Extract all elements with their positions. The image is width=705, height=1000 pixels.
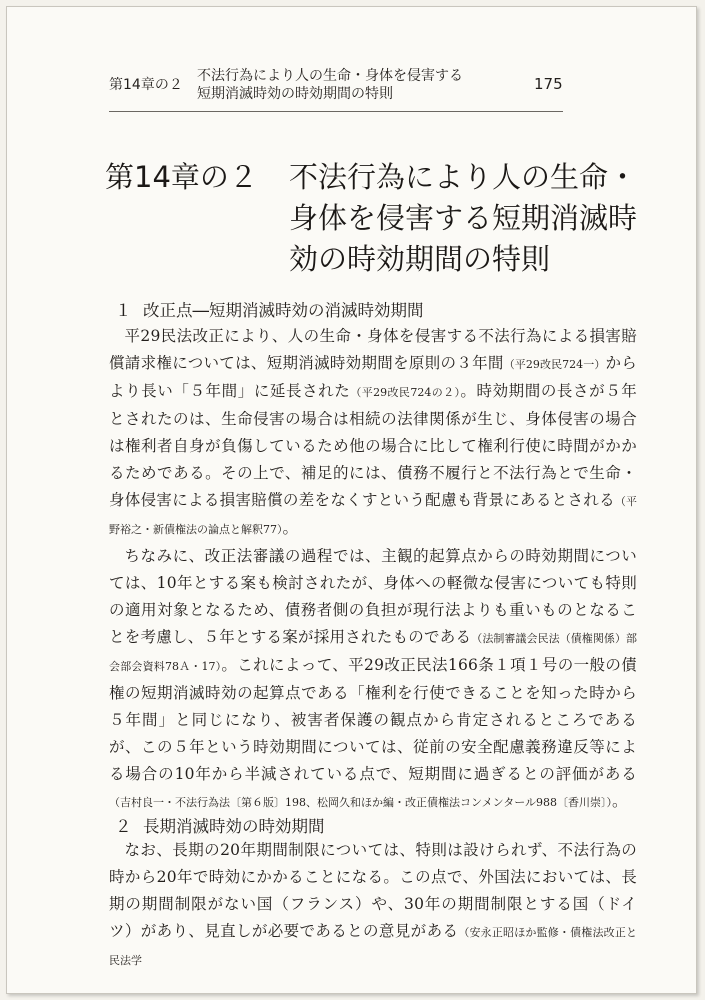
body-text: なお、長期の20年期間制限については、特則は設けられず、不法行為の時から20年で時効にかかることになる。この点で、外国法においては、長期の期間制限がない国（フランス）や、30年の期間制限とする国（ドイツ）があり、見直しが必要であるとの意見がある — [109, 841, 637, 940]
header-title — [197, 67, 463, 103]
section-1-title: 改正点―短期消滅時効の消滅時効期間 — [143, 301, 424, 320]
chapter-title-line-3: 効の時効期間の特則 — [289, 242, 551, 276]
body-text: からより長い「５年間」に延長された — [109, 354, 637, 400]
section-2-number: ２ — [115, 817, 132, 836]
citation: （平29改民724一） — [503, 358, 606, 371]
section-2-title: 長期消滅時効の時効期間 — [143, 817, 325, 836]
body-text: 平29民法改正により、人の生命・身体を侵害する不法行為による損害賠償請求権については、短期消滅時効期間を原則の３年間 — [109, 327, 637, 372]
header-rule — [109, 111, 563, 112]
chapter-title-text — [289, 157, 669, 280]
section-1-heading — [115, 297, 424, 321]
citation: （平29改民724の２） — [350, 386, 461, 399]
body-text: 。 — [612, 792, 628, 810]
header-chapter: 第14章の２ — [109, 77, 183, 93]
section-1-body — [109, 323, 637, 816]
citation: （法制審議会民法（債権関係）部会部会資料78Ａ・17） — [109, 632, 637, 673]
citation: （吉村良一・不法行為法〔第６版〕198、松岡久和ほか編・改正債権法コンメンタール988〔香川崇〕） — [109, 796, 612, 809]
section-1-number: １ — [115, 301, 132, 320]
paragraph — [109, 323, 637, 543]
body-text: 。時効期間の長さが５年とされたのは、生命侵害の場合は相続の法律関係が生じ、身体侵害の場合は権利者自身が負傷しているため他の場合に比して権利行使に時間がかかるためである。その上で、補足的には、債務不履行と不法行為とで生命・身体侵害による損害賠償の差をなくすという配慮も背景にあるとされる — [109, 382, 637, 509]
paragraph — [109, 837, 637, 974]
body-text: 。 — [282, 519, 299, 537]
chapter-title-line-1: 不法行為により人の生命・ — [289, 160, 638, 194]
section-2-body — [109, 837, 637, 974]
citation: （平野裕之・新債権法の論点と解釈77） — [109, 495, 637, 536]
section-2-heading — [115, 813, 325, 837]
body-text: 。これによって、平29改正民法166条１項１号の一般の債権の短期消滅時効の起算点である「権利を行使できることを知った時から５年間」と同じになり、被害者保護の観点から肯定されるところであるが、この５年という時効期間については、従前の安全配慮義務違反等による場合の10年から半減されている点で、短期間に過ぎるとの評価がある — [109, 656, 637, 783]
document-page — [6, 6, 697, 994]
header-title-line-2: 短期消滅時効の時効期間の特則 — [197, 86, 393, 102]
page-number: 175 — [534, 75, 563, 93]
citation: （安永正昭ほか監修・債権法改正と民法学 — [109, 926, 638, 967]
paragraph — [109, 543, 637, 816]
chapter-number: 第14章の２ — [105, 160, 258, 194]
body-text: ちなみに、改正法審議の過程では、主観的起算点からの時効期間については、10年とする案も検討されたが、身体への軽微な侵害についても特則の適用対象となるため、債務者側の負担が現行法よりも重いものとなることを考慮し、５年とする案が採用されたものである — [109, 547, 637, 646]
chapter-title-line-2: 身体を侵害する短期消滅時 — [289, 201, 638, 235]
header-title-line-1: 不法行為により人の生命・身体を侵害する — [197, 68, 463, 84]
